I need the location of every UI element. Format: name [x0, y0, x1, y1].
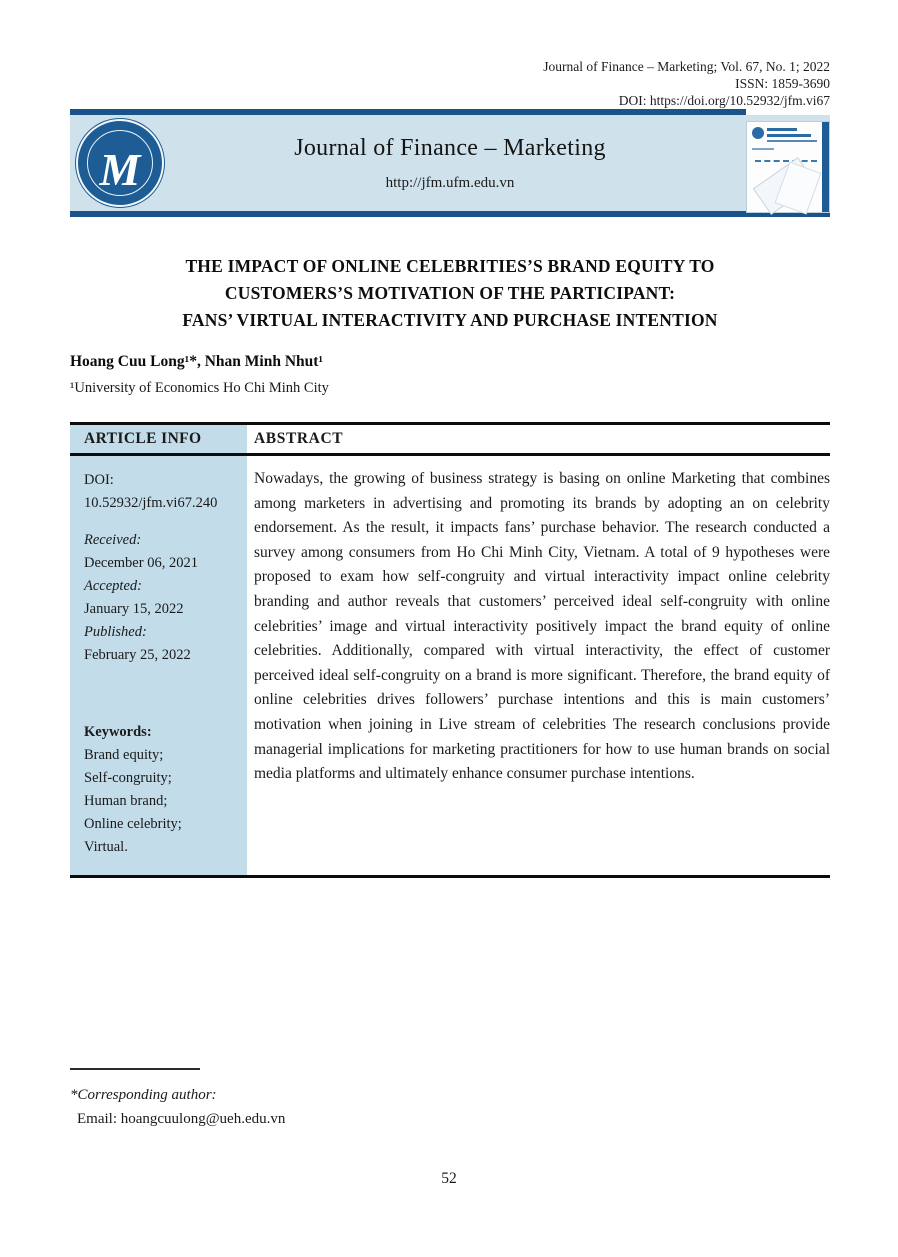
- masthead-volume-line: Journal of Finance – Marketing; Vol. 67, No. 1; 2022: [543, 59, 830, 74]
- article-title-line-3: FANS’ VIRTUAL INTERACTIVITY AND PURCHASE INTENTION: [182, 310, 718, 330]
- authors-line: Hoang Cuu Long¹*, Nhan Minh Nhut¹: [70, 353, 324, 370]
- abstract-text: Nowadays, the growing of business strategy is basing on online Marketing that combines among marketers in advertising and promoting its brands by adopting an on celebrity endorsement. As the result, it impacts fans’ purchase behavior. The research conducted a survey among consumers from Ho Chi Minh City, Vietnam. A total of 9 hypotheses were proposed to exam how self-congruity and virtual interactivity impact online celebrity branding and author reveals that customers’ perceived ideal self-congruity with online celebrities’ image and virtual interactivity positively impact the brand equity of online celebrities. Additionally, compared with virtual interactivity, the effect of customer perceived ideal self-congruity on a brand is more significant. Therefore, the brand equity of online celebrities drives followers’ purchase intentions and this is main customers’ motivation when joining in Live stream of celebrities The research conclusions provide managerial implications for marketing practitioners for how to use human brands on social media platforms and ultimately enhance consumer purchase intentions.: [254, 470, 830, 783]
- article-info-table: [70, 422, 830, 878]
- banner-body: [70, 115, 830, 211]
- cover-text-line: [752, 148, 774, 150]
- cover-text-line: [767, 134, 811, 137]
- published-label: Published:: [84, 624, 147, 640]
- logo-letter: M: [99, 143, 141, 195]
- received-date: December 06, 2021: [84, 555, 198, 571]
- accepted-label: Accepted:: [84, 578, 142, 594]
- brand-bar-bottom: [70, 211, 830, 217]
- journal-url: http://jfm.ufm.edu.vn: [385, 175, 515, 191]
- doi-label: DOI:: [84, 472, 114, 488]
- abstract-header: ABSTRACT: [254, 430, 344, 447]
- page-number: 52: [441, 1170, 457, 1187]
- cover-text-line: [767, 140, 817, 142]
- keyword-item: Human brand;: [84, 793, 168, 809]
- published-date: February 25, 2022: [84, 647, 191, 663]
- journal-banner: [70, 109, 830, 217]
- banner-center: [180, 115, 720, 211]
- masthead-issn-line: ISSN: 1859-3690: [735, 76, 830, 91]
- footnote: [70, 1068, 285, 1128]
- doi-value: 10.52932/jfm.vi67.240: [84, 495, 218, 511]
- keyword-item: Virtual.: [84, 839, 128, 855]
- keyword-item: Brand equity;: [84, 747, 164, 763]
- table-body-row: [70, 456, 830, 878]
- cover-dashed-divider: [755, 160, 817, 162]
- masthead-doi-line: DOI: https://doi.org/10.52932/jfm.vi67: [618, 93, 830, 108]
- cover-logo-icon: [752, 127, 764, 139]
- cover-edge-strip: [822, 122, 829, 212]
- keyword-item: Self-congruity;: [84, 770, 172, 786]
- journal-title: Journal of Finance – Marketing: [294, 135, 606, 161]
- keyword-item: Online celebrity;: [84, 816, 182, 832]
- article-title-line-1: THE IMPACT OF ONLINE CELEBRITIES’S BRAND EQUITY TO: [185, 256, 715, 276]
- article-info-column: [70, 456, 247, 875]
- table-header-row: [70, 422, 830, 456]
- article-info-header: ARTICLE INFO: [70, 425, 247, 453]
- affiliation: ¹University of Economics Ho Chi Minh City: [70, 380, 329, 396]
- masthead: [70, 0, 830, 109]
- article-title-line-2: CUSTOMERS’S MOTIVATION OF THE PARTICIPANT:: [224, 283, 676, 303]
- cover-text-line: [767, 128, 797, 131]
- corresponding-email: Email: hoangcuulong@ueh.edu.vn: [77, 1111, 286, 1127]
- cover-thumbnail: [746, 121, 830, 213]
- article-title: [70, 253, 830, 334]
- footnote-rule: [70, 1068, 200, 1070]
- journal-logo: [76, 119, 164, 207]
- history-dates: [84, 529, 239, 667]
- corresponding-author-note: *Corresponding author:: [70, 1087, 217, 1103]
- received-label: Received:: [84, 532, 142, 548]
- keywords-block: [84, 721, 239, 859]
- accepted-date: January 15, 2022: [84, 601, 184, 617]
- keywords-label: Keywords:: [84, 724, 152, 740]
